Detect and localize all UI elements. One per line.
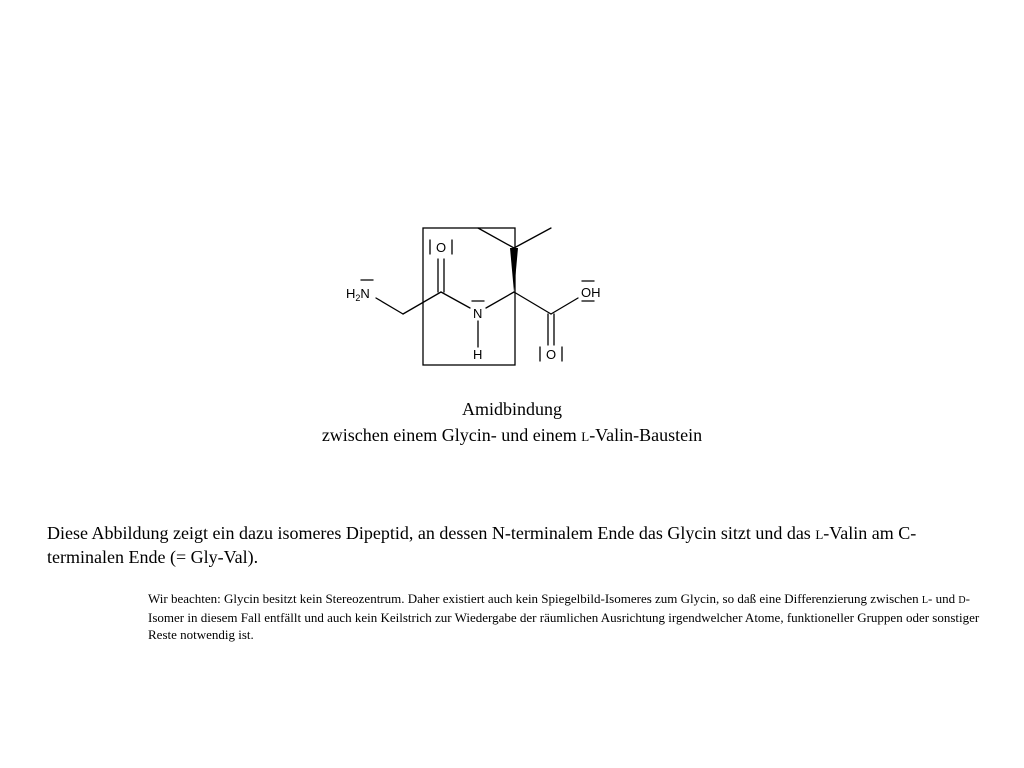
caption-text: zwischen einem Glycin- und einem [321,425,582,445]
caption-text: -Valin-Baustein [589,425,703,445]
atom-label: N [473,306,483,321]
small-caps-l: L [921,595,929,606]
main-paragraph [47,522,977,568]
bond-n-ca1 [376,298,403,314]
bond-c1-n [441,292,470,308]
atom-label: OH [581,285,601,300]
atom-label: O [436,240,447,255]
bond-c2-oh [551,298,578,314]
atom-label: N [360,286,370,301]
atom-label: H [473,347,483,362]
note-text: -Isomer in diesem Fall entfällt und auch kein Keilstrich zur Wiedergabe der räumlichen Ausrichtung irgendwelcher Atome, funktioneller Gruppen oder sonstiger Reste notwendig ist. [148,591,980,642]
caption-line-1: Amidbindung [461,399,562,419]
paragraph-text: -Valin am C-terminalen Ende (= Gly-Val). [47,523,917,567]
small-caps-d: D [958,595,966,606]
note-text: Wir beachten: Glycin besitzt kein Stereozentrum. Daher existiert auch kein Spiegelbild-Isomeres zum Glycin, so daß eine Differenzierung zwischen [148,591,922,606]
bond-cb-me1 [478,228,514,248]
bond-n-ca2 [486,292,514,308]
small-caps-l: L [815,527,824,542]
note-paragraph [148,590,988,643]
atom-subscript: 2 [355,293,361,303]
atom-label: H [346,286,356,301]
caption-line-2 [0,424,1024,448]
bond-ca2-c2 [514,292,551,314]
paragraph-text: Diese Abbildung zeigt ein dazu isomeres Dipeptid, an dessen N-terminalem Ende das Glycin sitzt und das [47,523,816,543]
atom-label: O [546,347,557,362]
wedge-bond [510,248,518,292]
small-caps-l: L [581,429,590,444]
bond-ca1-c1 [403,292,441,314]
note-text: - und [928,591,959,606]
svg-text:H2N [346,286,370,303]
bond-cb-me2 [514,228,551,248]
